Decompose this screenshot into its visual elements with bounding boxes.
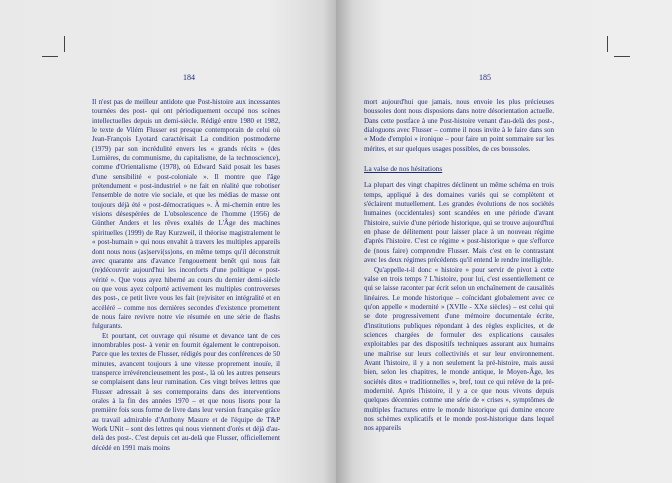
paragraph: mort aujourd'hui que jamais, nous envoie les plus précieuses boussoles dont nous disposions dans notre désorientation actuelle. Dans cette postface à une Post-histoire venant d'au-delà des post-, dialoguons avec Flusser – comme il nous invite à le faire dans son « Mode d'emploi » ironique – pour faire un point sommaire sur les mérites, et sur quelques usages possibles, de ces boussoles. — [364, 98, 554, 153]
paragraph: La plupart des vingt chapitres déclinent un même schéma en trois temps, appliqué à des domaines variés qui se complètent et s'éclairent mutuellement. Les grandes évolutions de nos sociétés humaines (occidentales) sont scandées en une période d'avant l'histoire, suivie d'une période historique, qui se trouve aujourd'hui en phase de délitement pour laisser place à un nouveau régime d'après l'histoire. C'est ce régime « post-historique » que s'efforce de (nous faire) comprendre Flusser. Mais c'est en le contrastant avec les deux régimes précédents qu'il entend le rendre intelligible. — [364, 181, 554, 265]
paragraph: Et pourtant, cet ouvrage qui résume et devance tant de ces innombrables post- à venir en fournit également le contrepoison. Parce que les textes de Flusser, rédigés pour des conférences de 50 minutes, avancent toujours à une vitesse proprement inouïe, il transperce irrévérencieusement les post-, là où les autres penseurs se complaisent dans leur rumination. Ces vingt brèves lettres que Flusser adressait à ses contemporains dans des interventions orales à la fin des années 1970 – et que nous lisons pour la première fois sous forme de livre dans leur version française grâce au travail admirable d'Anthony Masure et de l'équipe de T&P Work UNit – sont des lettres qui nous viennent d'orès et déjà d'au-delà des post-. C'est depuis cet au-delà que Flusser, officiellement décédé en 1991 mais moins — [92, 331, 280, 452]
crop-mark-top-right — [614, 56, 630, 57]
left-page-text — [92, 98, 280, 453]
right-page-text — [364, 98, 554, 434]
paragraph: Qu'appelle-t-il donc « histoire » pour servir de pivot à cette valse en trois temps ? L'histoire, pour lui, c'est essentiellement ce qui se laisse raconter par écrit selon un enchaînement de causalités linéaires. Le monde historique – coïncidant globalement avec ce qu'on appelle « modernité » (XVIIe - XXe siècles) – est celui qui se dote progressivement d'une mémoire documentale écrite, d'institutions publiques répondant à des règles explicites, et de sciences chargées de formuler des explications causales exploitables par des dispositifs techniques assurant aux humains une maîtrise sur leurs collectivités et sur leur environnement. Avant l'histoire, il y a non seulement la pré-histoire, mais aussi bien, selon les chapitres, le monde antique, le Moyen-Âge, les sociétés dites « traditionnelles », bref, tout ce qui relève de la pré-modernité. Après l'histoire, il y a ce que nous vivons depuis quelques décennies comme une série de « crises », symptômes de multiples fractures entre le monde historique qui domine encore nos schèmes explicatifs et le monde post-historique dans lequel nos appareils — [364, 265, 554, 433]
paragraph: Il n'est pas de meilleur antidote que Post-histoire aux incessantes tournées des post- qui ont périodiquement occupé nos scènes intellectuelles depuis un demi-siècle. Rédigé entre 1980 et 1982, le texte de Vilém Flusser est presque contemporain de celui où Jean-François Lyotard caractérisait La condition postmoderne (1979) par son incrédulité envers les « grands récits » (des Lumières, du communisme, du capitalisme, de la technoscience), comme d'Orientalisme (1978), où Edward Saïd posait les bases d'une sensibilité « post-coloniale ». Il montre que l'âge prétendument « post-industriel » ne fait en réalité que robotiser l'ensemble de notre vie sociale, et que les médias de masse ont toujours déjà été « post-démocratiques ». À mi-chemin entre les visions désespérées de L'obsolescence de l'homme (1956) de Günther Anders et les rêves exaltés de L'Âge des machines spirituelles (1999) de Ray Kurzweil, il théorise magistralement le « post-humain » qui nous envahit à travers les multiples appareils dont nous nous (as)servi(ss)ons, en même temps qu'il déconstruit avec quarante ans d'avance l'engouement benêt qui nous fait (re)découvrir aujourd'hui les inconforts d'une politique « post-vérité ». Que vous ayez hiberné au cours du dernier demi-siècle ou que vous ayez colporté activement les multiples controverses des post-, ce petit livre vous les fait (re)visiter en intégralité et en accéléré – comme nos dernières secondes d'existence promettent de nous faire revivre notre vie résumée en une série de flashs fulgurants. — [92, 98, 280, 331]
page-number-left: 184 — [183, 73, 195, 82]
crop-mark-top-right-vertical — [607, 36, 608, 52]
crop-mark-top-left-vertical — [64, 36, 65, 52]
page-number-right: 185 — [479, 73, 491, 82]
section-heading: La valse de nos hésitations — [364, 164, 443, 174]
crop-mark-top-left — [42, 56, 58, 57]
